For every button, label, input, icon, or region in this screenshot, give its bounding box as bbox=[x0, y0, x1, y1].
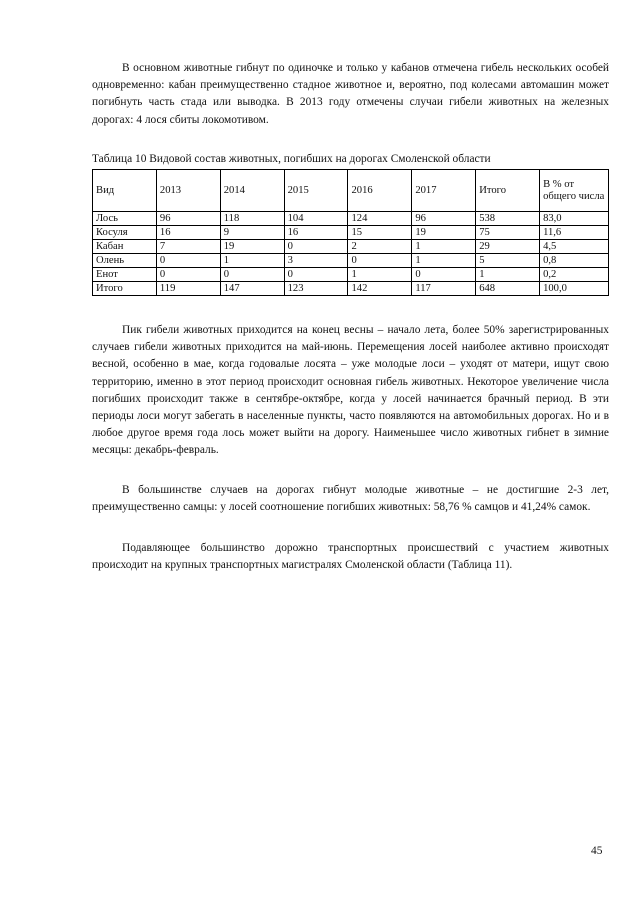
header-cell: 2013 bbox=[156, 170, 220, 212]
value-cell: 147 bbox=[220, 282, 284, 296]
value-cell: 0 bbox=[220, 268, 284, 282]
value-cell: 0 bbox=[284, 268, 348, 282]
value-cell: 9 bbox=[220, 226, 284, 240]
table-row bbox=[93, 240, 609, 254]
table-header-row bbox=[93, 170, 609, 212]
value-cell: 19 bbox=[412, 226, 476, 240]
value-cell: 123 bbox=[284, 282, 348, 296]
value-cell: 0,2 bbox=[540, 268, 609, 282]
value-cell: 1 bbox=[412, 254, 476, 268]
value-cell: 104 bbox=[284, 212, 348, 226]
species-cell: Кабан bbox=[93, 240, 157, 254]
value-cell: 96 bbox=[412, 212, 476, 226]
value-cell: 1 bbox=[476, 268, 540, 282]
species-cell: Олень bbox=[93, 254, 157, 268]
value-cell: 0 bbox=[284, 240, 348, 254]
value-cell: 0,8 bbox=[540, 254, 609, 268]
header-cell: 2014 bbox=[220, 170, 284, 212]
value-cell: 16 bbox=[156, 226, 220, 240]
value-cell: 0 bbox=[156, 254, 220, 268]
paragraph-4: Подавляющее большинство дорожно транспортных происшествий с участием животных происходит на крупных транспортных магистралях Смоленской области (Таблица 11). bbox=[92, 542, 609, 572]
page-number: 45 bbox=[591, 845, 603, 857]
species-table bbox=[92, 169, 609, 296]
value-cell: 29 bbox=[476, 240, 540, 254]
value-cell: 19 bbox=[220, 240, 284, 254]
value-cell: 2 bbox=[348, 240, 412, 254]
header-cell: 2016 bbox=[348, 170, 412, 212]
species-cell: Лось bbox=[93, 212, 157, 226]
value-cell: 96 bbox=[156, 212, 220, 226]
species-cell: Итого bbox=[93, 282, 157, 296]
paragraph-3: В большинстве случаев на дорогах гибнут молодые животные – не достигшие 2-3 лет, преимущественно самцы: у лосей соотношение погибших животных: 58,76 % самцов и 41,24% самок. bbox=[92, 484, 609, 514]
table-row bbox=[93, 282, 609, 296]
value-cell: 0 bbox=[348, 254, 412, 268]
header-cell: Итого bbox=[476, 170, 540, 212]
paragraph-2: Пик гибели животных приходится на конец весны – начало лета, более 50% зарегистрированных случаев гибели животных приходится на май-июнь. Перемещения лосей наиболее активно происходят весной, особенно в мае, когда годовалые лосята – уже молодые лоси – уходят от матери, ищут свою территорию, именно в этот период происходит основная гибель животных. Некоторое увеличение числа погибших происходит также в сентябре-октябре, когда у лосей начинается брачный период. В эти периоды лоси могут забегать в населенные пункты, часто появляются на автомобильных дорогах. Но и в любое другое время года лось может выйти на дорогу. Наименьшее число животных гибнет в зимние месяцы: декабрь-февраль. bbox=[92, 324, 609, 457]
species-cell: Косуля bbox=[93, 226, 157, 240]
value-cell: 5 bbox=[476, 254, 540, 268]
header-cell: Вид bbox=[93, 170, 157, 212]
value-cell: 4,5 bbox=[540, 240, 609, 254]
value-cell: 1 bbox=[412, 240, 476, 254]
value-cell: 16 bbox=[284, 226, 348, 240]
value-cell: 3 bbox=[284, 254, 348, 268]
table-row bbox=[93, 268, 609, 282]
value-cell: 0 bbox=[412, 268, 476, 282]
value-cell: 1 bbox=[220, 254, 284, 268]
table-row bbox=[93, 226, 609, 240]
header-cell: 2015 bbox=[284, 170, 348, 212]
value-cell: 15 bbox=[348, 226, 412, 240]
value-cell: 7 bbox=[156, 240, 220, 254]
value-cell: 11,6 bbox=[540, 226, 609, 240]
value-cell: 0 bbox=[156, 268, 220, 282]
header-cell: В % от общего числа bbox=[540, 170, 609, 212]
value-cell: 83,0 bbox=[540, 212, 609, 226]
species-cell: Енот bbox=[93, 268, 157, 282]
value-cell: 124 bbox=[348, 212, 412, 226]
table-caption: Таблица 10 Видовой состав животных, погибших на дорогах Смоленской области bbox=[92, 153, 491, 165]
header-cell: 2017 bbox=[412, 170, 476, 212]
value-cell: 142 bbox=[348, 282, 412, 296]
value-cell: 1 bbox=[348, 268, 412, 282]
table-row bbox=[93, 254, 609, 268]
value-cell: 75 bbox=[476, 226, 540, 240]
value-cell: 100,0 bbox=[540, 282, 609, 296]
value-cell: 648 bbox=[476, 282, 540, 296]
value-cell: 117 bbox=[412, 282, 476, 296]
paragraph-1: В основном животные гибнут по одиночке и только у кабанов отмечена гибель нескольких особей одновременно: кабан преимущественно стадное животное и, вероятно, под колесами автомашин может погибнуть часть стада или выводка. В 2013 году отмечены случаи гибели животных на железных дорогах: 4 лося сбиты локомотивом. bbox=[92, 62, 609, 126]
table-row bbox=[93, 212, 609, 226]
value-cell: 119 bbox=[156, 282, 220, 296]
value-cell: 118 bbox=[220, 212, 284, 226]
value-cell: 538 bbox=[476, 212, 540, 226]
